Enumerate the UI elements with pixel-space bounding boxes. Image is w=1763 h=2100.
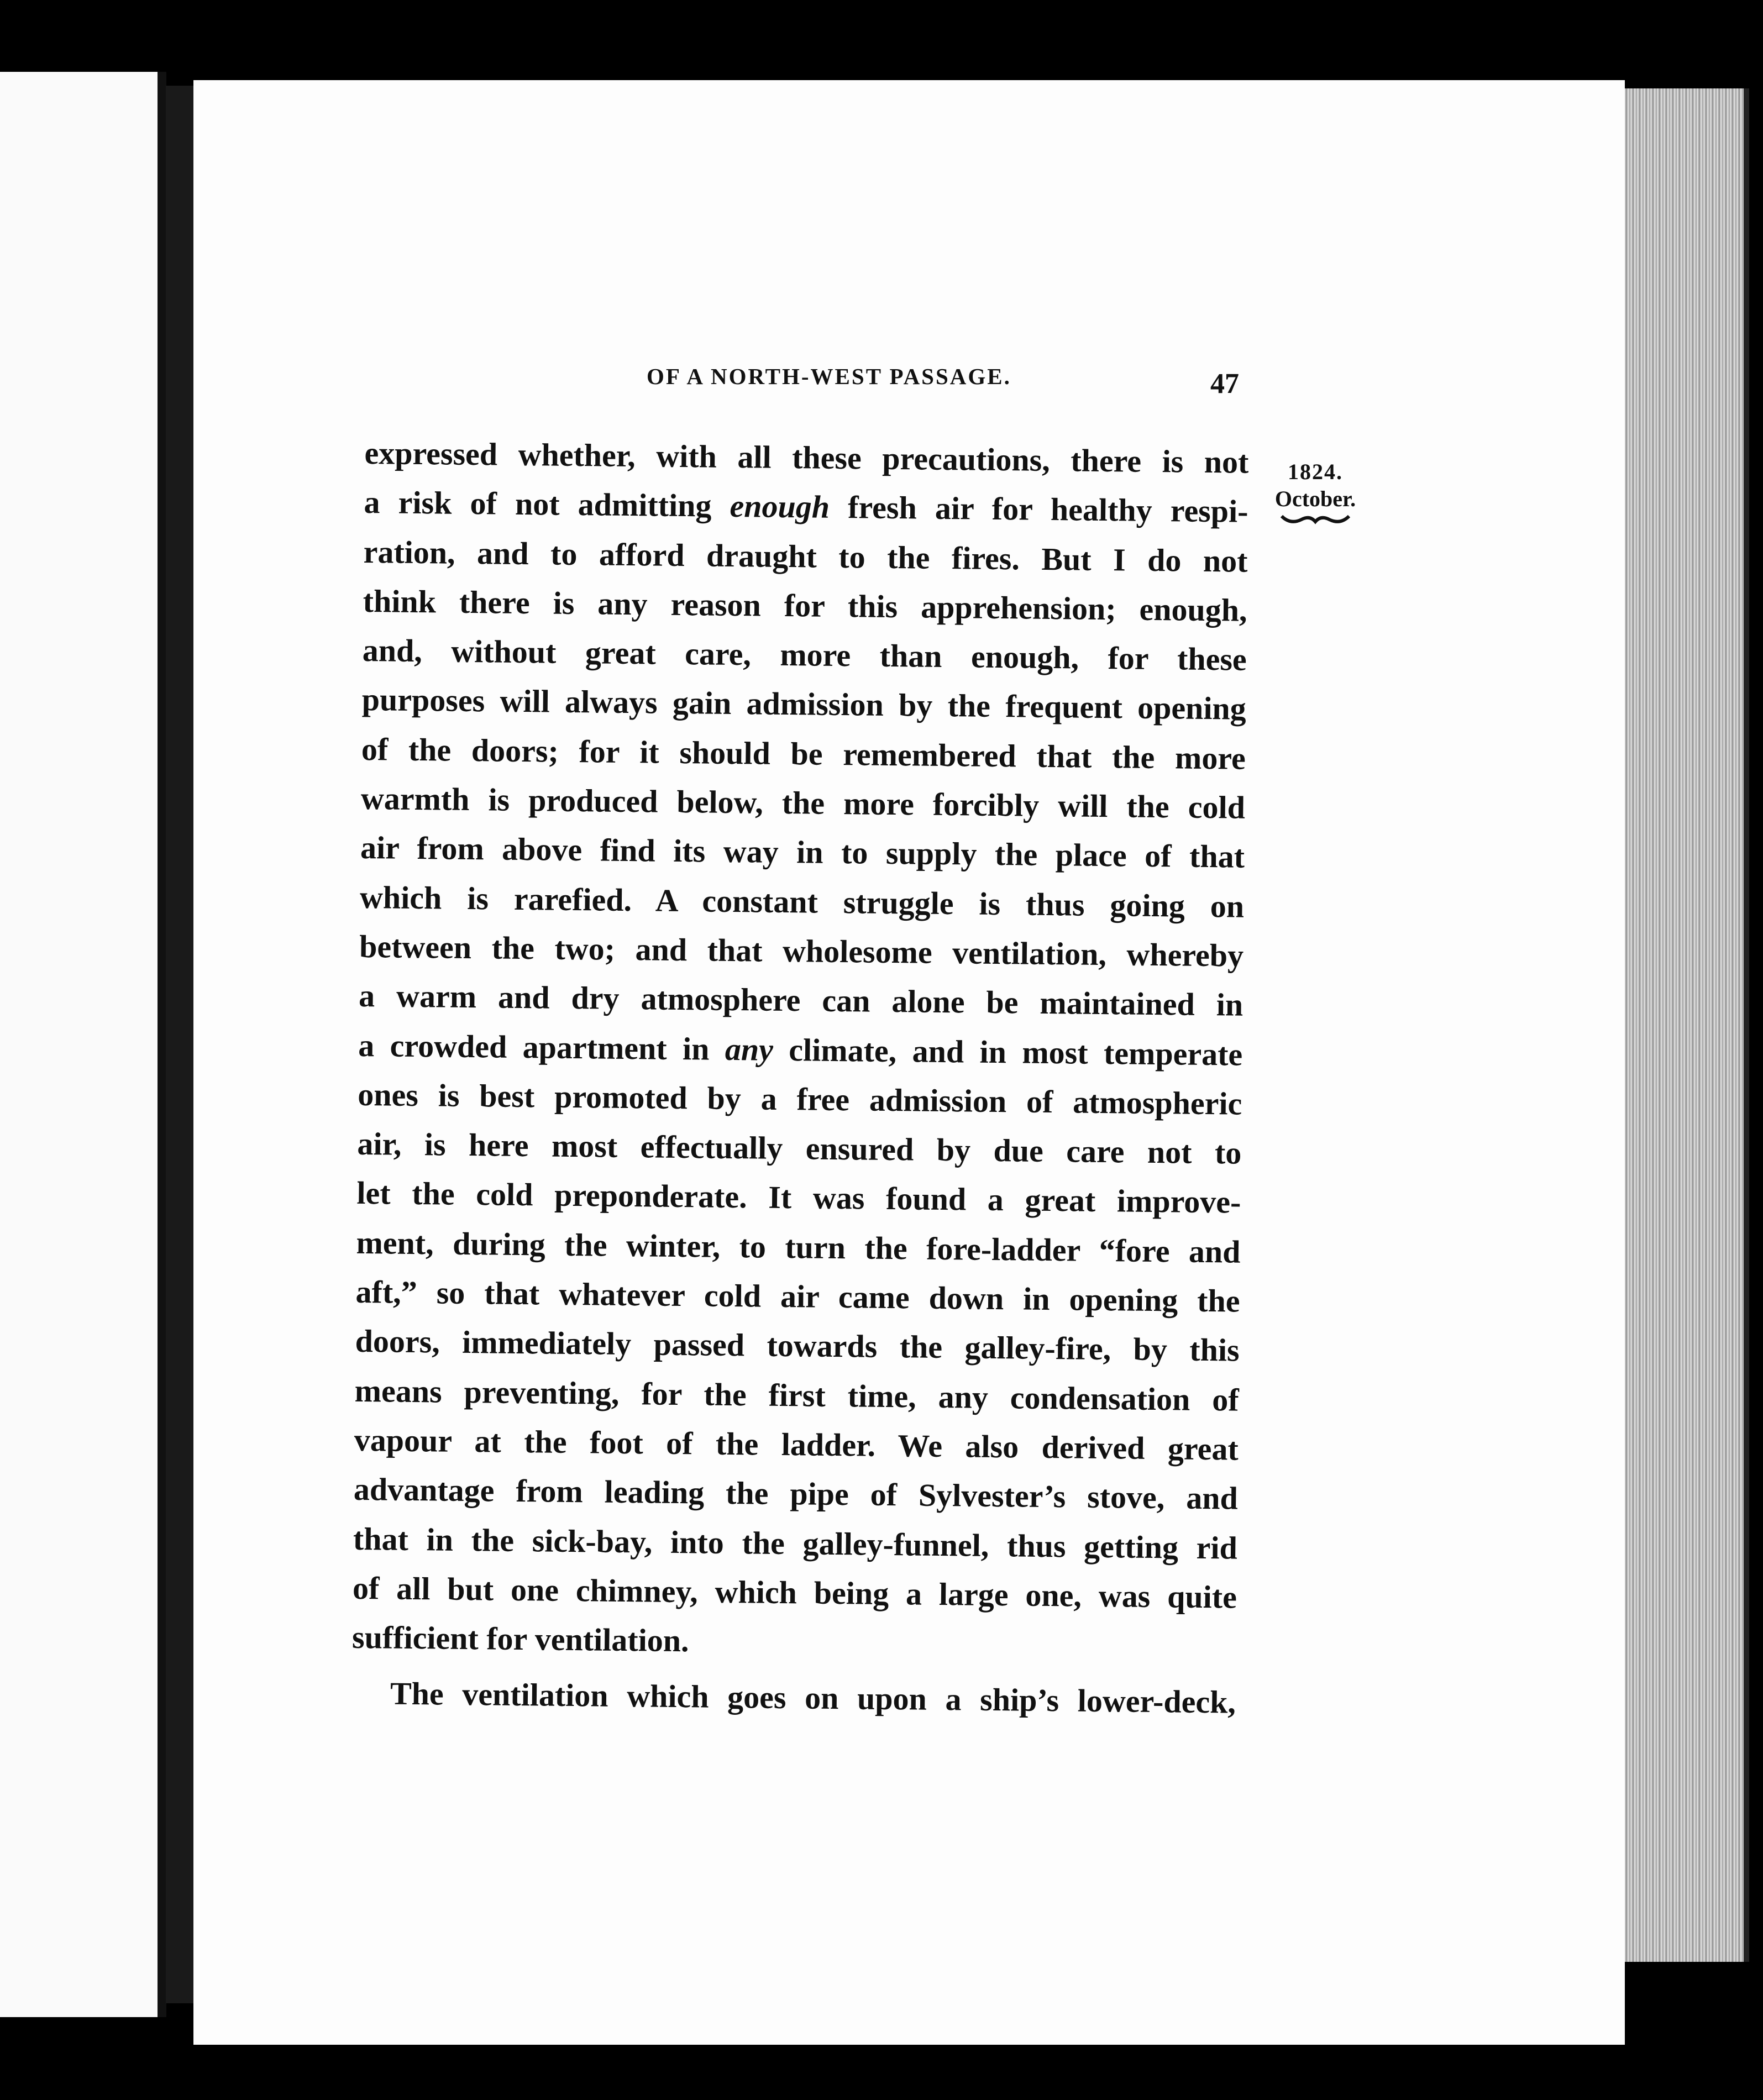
- margin-note: [1268, 459, 1362, 526]
- running-head: OF A NORTH-WEST PASSAGE.: [647, 364, 1011, 389]
- text-line: of the doors; for it should be remembered that the more: [361, 731, 1246, 776]
- text-line: and, without great care, more than enough, for these: [362, 632, 1247, 678]
- margin-note-month: October.: [1274, 486, 1356, 511]
- text-line: air from above find its way in to supply the place of that: [360, 830, 1245, 875]
- text-line: think there is any reason for this apprehension; enough,: [363, 582, 1247, 628]
- text-line: sufficient for ventilation.: [351, 1619, 689, 1659]
- text-line: a crowded apartment in any climate, and in most temperate: [358, 1027, 1243, 1073]
- text-line: that in the sick-bay, into the galley-funnel, thus getting rid: [353, 1520, 1238, 1566]
- emphasis: enough: [730, 488, 830, 526]
- text-line: of all but one chimney, which being a large one, was quite: [352, 1569, 1237, 1615]
- body-text: [351, 428, 1249, 1727]
- text-line: purposes will always gain admission by the frequent opening: [361, 681, 1247, 727]
- page-edges: [1625, 88, 1749, 1962]
- text-line: warmth is produced below, the more forcibly will the cold: [360, 780, 1246, 826]
- text-line: advantage from leading the pipe of Sylvester’s stove, and: [353, 1471, 1239, 1516]
- text-line: expressed whether, with all these precautions, there is not: [364, 434, 1249, 480]
- text-line: ment, during the winter, to turn the fore-ladder “fore and: [356, 1224, 1241, 1270]
- text-line: vapour at the foot of the ladder. We also derived great: [354, 1421, 1239, 1467]
- text-line: aft,” so that whatever cold air came down in opening the: [355, 1273, 1240, 1319]
- text-line: a warm and dry atmosphere can alone be maintained in: [358, 978, 1243, 1023]
- text-line: a risk of not admitting enough fresh air for healthy respi-: [364, 484, 1248, 530]
- book-gutter: [166, 86, 193, 2003]
- text-line: which is rarefied. A constant struggle is thus going on: [359, 879, 1245, 925]
- brace-ornament-icon: [1279, 513, 1351, 526]
- text-line: doors, immediately passed towards the galley-fire, by this: [355, 1323, 1240, 1369]
- left-page: [0, 72, 166, 2017]
- paragraph-start-line: The ventilation which goes on upon a ship’s lower-deck,: [390, 1676, 1236, 1721]
- page-number: 47: [1210, 368, 1239, 400]
- text-line: between the two; and that wholesome ventilation, whereby: [359, 928, 1244, 974]
- text-line: air, is here most effectually ensured by due care not to: [357, 1126, 1242, 1171]
- text-line: ration, and to afford draught to the fires. But I do not: [363, 533, 1248, 579]
- text-line: ones is best promoted by a free admission of atmospheric: [358, 1076, 1242, 1122]
- margin-note-year: 1824.: [1288, 459, 1343, 484]
- emphasis: any: [725, 1031, 774, 1068]
- text-line: let the cold preponderate. It was found a great improve-: [356, 1175, 1241, 1221]
- text-line: means preventing, for the first time, any condensation of: [354, 1372, 1240, 1418]
